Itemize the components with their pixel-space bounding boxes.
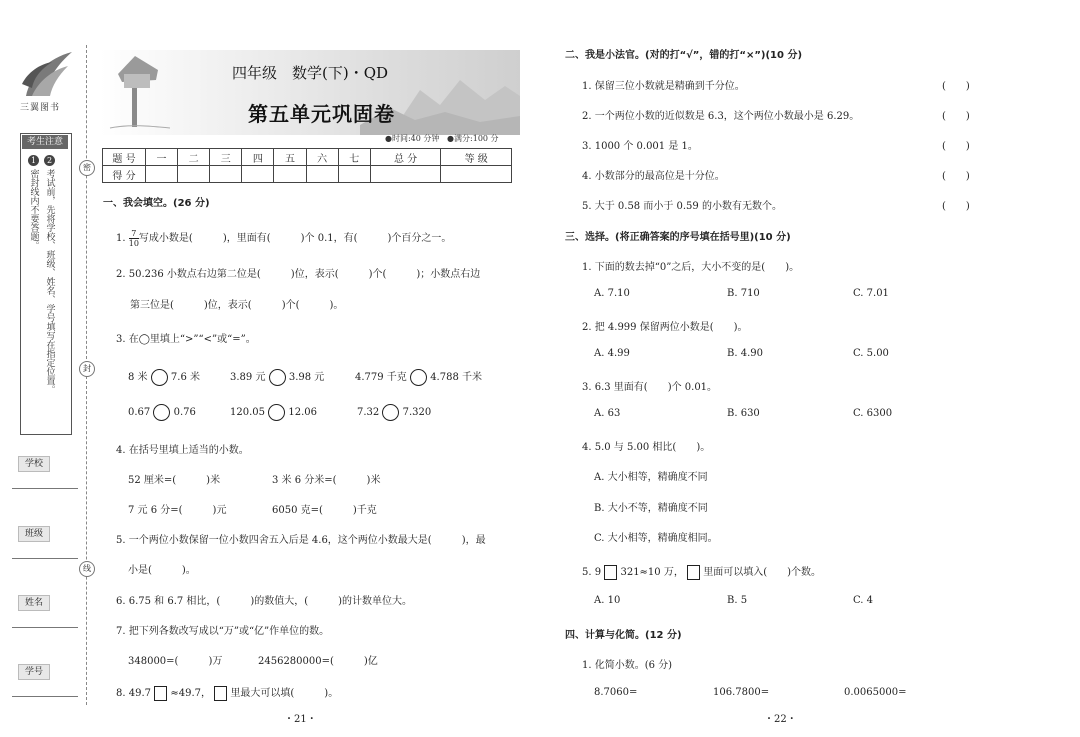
- section-2-title: 二、我是小法官。(对的打“√”，错的打“×”)(10 分): [565, 50, 803, 61]
- compare-row-2: [128, 404, 196, 421]
- exam-time: 时间:40 分钟: [391, 134, 440, 143]
- choice-question-3: 3. 6.3 里面有( )个 0.01。: [582, 382, 718, 393]
- fraction: [129, 229, 139, 248]
- q4-item-b: 3 米 6 分米=( )米: [272, 475, 381, 486]
- page-number-right: ・22・: [764, 714, 797, 725]
- score-input-cell[interactable]: [338, 166, 370, 183]
- calc-question-1: 1. 化简小数。(6 分): [582, 660, 673, 671]
- q4-item-d: 6050 克=( )千克: [272, 505, 377, 516]
- question-5-line-2: 小是( )。: [128, 565, 196, 576]
- class-label: 班级: [18, 526, 50, 542]
- name-line: [12, 627, 78, 628]
- q4-item-a: 52 厘米=( )米: [128, 475, 221, 486]
- judge-answer-5[interactable]: ( ): [942, 201, 970, 212]
- answer-box[interactable]: [604, 565, 617, 580]
- fraction-numerator: 7: [131, 229, 137, 238]
- choice-option[interactable]: C. 5.00: [853, 348, 889, 359]
- compare-circle[interactable]: [269, 369, 286, 386]
- seal-mark-1: 密: [79, 160, 95, 176]
- calc-item: 106.7800=: [713, 687, 770, 698]
- score-input-cell[interactable]: [306, 166, 338, 183]
- score-cell: 等 级: [441, 149, 512, 166]
- question-2-line-2: 第三位是( )位，表示( )个( )。: [130, 300, 344, 311]
- choice-question-4: 4. 5.0 与 5.00 相比( )。: [582, 442, 711, 453]
- choice-option[interactable]: A. 4.99: [594, 348, 630, 359]
- judge-item-2: 2. 一个两位小数的近似数是 6.3，这个两位小数最小是 6.29。: [582, 111, 860, 122]
- q8-text-a: 8. 49.7: [116, 688, 151, 699]
- question-3: 3. 在◯里填上“>”“<”或“=”。: [116, 334, 256, 345]
- q7-item-b: 2456280000=( )亿: [258, 656, 378, 667]
- compare-right-value: 7.320: [402, 407, 432, 418]
- score-cell: 得 分: [103, 166, 146, 183]
- notice-item-1-text: 密封线内不要答题。: [28, 169, 39, 250]
- judge-answer-3[interactable]: ( ): [942, 141, 970, 152]
- choice-option[interactable]: B. 大小不等，精确度不同: [594, 503, 708, 514]
- choice-option[interactable]: A. 63: [594, 408, 621, 419]
- judge-answer-1[interactable]: ( ): [942, 81, 970, 92]
- choice-option[interactable]: B. 630: [727, 408, 760, 419]
- choice-option[interactable]: A. 10: [594, 595, 621, 606]
- page-number-left: ・21・: [284, 714, 317, 725]
- score-cell: 总 分: [370, 149, 441, 166]
- compare-left-value: 7.32: [357, 407, 380, 418]
- choice-question-1: 1. 下面的数去掉“0”之后，大小不变的是( )。: [582, 262, 800, 273]
- student-id-line: [12, 696, 78, 697]
- compare-left-value: 120.05: [230, 407, 265, 418]
- question-8: [116, 684, 338, 701]
- compare-row-2c: [357, 404, 431, 421]
- compare-row-1c: [355, 368, 482, 386]
- choice-option[interactable]: C. 7.01: [853, 288, 889, 299]
- judge-answer-2[interactable]: ( ): [942, 111, 970, 122]
- c5-text-a: 5. 9: [582, 567, 602, 578]
- score-cell: 七: [338, 149, 370, 166]
- score-table-score-row: [103, 166, 512, 183]
- choice-question-2: 2. 把 4.999 保留两位小数是( )。: [582, 322, 748, 333]
- choice-option[interactable]: B. 710: [727, 288, 760, 299]
- score-table-header-row: [103, 149, 512, 166]
- score-input-cell[interactable]: [274, 166, 306, 183]
- q1-text: 写成小数是( )，里面有( )个 0.1，有( )个百分之一。: [138, 233, 452, 244]
- compare-right-value: 3.98 元: [288, 372, 325, 383]
- seal-mark-3: 线: [79, 561, 95, 577]
- name-label: 姓名: [18, 595, 50, 611]
- school-label: 学校: [18, 456, 50, 472]
- section-1-title: 一、我会填空。(26 分): [103, 198, 210, 209]
- question-7: 7. 把下列各数改写成以“万”或“亿”作单位的数。: [116, 626, 330, 637]
- score-table: [102, 148, 512, 183]
- compare-row-2b: [230, 404, 317, 421]
- compare-row-1: [128, 368, 200, 386]
- brand-name: 三翼图书: [20, 103, 61, 113]
- compare-left-value: 8 米: [128, 372, 148, 383]
- score-cell: 三: [210, 149, 242, 166]
- compare-row-1b: [230, 368, 324, 386]
- exam-meta: [385, 133, 499, 144]
- judge-item-3: 3. 1000 个 0.001 是 1。: [582, 141, 698, 152]
- calc-item: 8.7060=: [594, 687, 638, 698]
- grade-subject: 四年级 数学(下)・QD: [232, 64, 389, 82]
- compare-right-value: 0.76: [173, 407, 196, 418]
- score-cell: 一: [146, 149, 178, 166]
- compare-circle[interactable]: [151, 369, 168, 386]
- clock-icon: ●: [385, 134, 392, 143]
- q4-item-c: 7 元 6 分=( )元: [128, 505, 227, 516]
- score-input-cell[interactable]: [210, 166, 242, 183]
- choice-option[interactable]: A. 大小相等，精确度不同: [594, 472, 708, 483]
- notice-title: 考生注意: [22, 135, 68, 149]
- score-input-cell[interactable]: [441, 166, 512, 183]
- score-input-cell[interactable]: [146, 166, 178, 183]
- score-cell: 六: [306, 149, 338, 166]
- question-5-line-1: 5. 一个两位小数保留一位小数四舍五入后是 4.6，这个两位小数最大是( )，最: [116, 535, 486, 546]
- judge-item-4: 4. 小数部分的最高位是十分位。: [582, 171, 725, 182]
- compare-circle[interactable]: [153, 404, 170, 421]
- judge-item-5: 5. 大于 0.58 而小于 0.59 的小数有无数个。: [582, 201, 782, 212]
- q1-number: 1.: [116, 233, 129, 244]
- q7-item-a: 348000=( )万: [128, 656, 223, 667]
- question-6: 6. 6.75 和 6.7 相比，( )的数值大，( )的计数单位大。: [116, 596, 413, 607]
- question-1: [116, 229, 451, 248]
- compare-circle[interactable]: [382, 404, 399, 421]
- score-cell: 题 号: [103, 149, 146, 166]
- judge-item-1: 1. 保留三位小数就是精确到千分位。: [582, 81, 745, 92]
- score-input-cell[interactable]: [178, 166, 210, 183]
- choice-option[interactable]: C. 大小相等，精确度相同。: [594, 533, 718, 544]
- compare-left-value: 4.779 千克: [355, 372, 407, 383]
- compare-right-value: 12.06: [288, 407, 318, 418]
- choice-option[interactable]: C. 4: [853, 595, 874, 606]
- compare-right-value: 4.788 千米: [430, 372, 482, 383]
- q8-text-c: 里最大可以填( )。: [230, 688, 339, 699]
- notice-item-1: 1密封线内不要答题。: [28, 156, 39, 250]
- unit-title: 第五单元巩固卷: [248, 102, 395, 126]
- score-input-cell[interactable]: [242, 166, 274, 183]
- compare-left-value: 3.89 元: [230, 372, 266, 383]
- section-4-title: 四、计算与化简。(12 分): [565, 630, 682, 641]
- student-id-label: 学号: [18, 664, 50, 680]
- compare-right-value: 7.6 米: [170, 372, 201, 383]
- score-cell: 五: [274, 149, 306, 166]
- answer-box[interactable]: [214, 686, 227, 701]
- exam-full-score: 满分:100 分: [454, 134, 499, 143]
- section-3-title: 三、选择。(将正确答案的序号填在括号里)(10 分): [565, 232, 791, 243]
- class-line: [12, 558, 78, 559]
- seal-mark-2: 封: [79, 361, 95, 377]
- choice-question-5: [582, 563, 821, 580]
- judge-answer-4[interactable]: ( ): [942, 171, 970, 182]
- choice-option[interactable]: C. 6300: [853, 408, 893, 419]
- answer-box[interactable]: [687, 565, 700, 580]
- school-line: [12, 488, 78, 489]
- choice-option[interactable]: A. 7.10: [594, 288, 630, 299]
- q8-text-b: ≈49.7，: [170, 688, 212, 699]
- compare-left-value: 0.67: [128, 407, 151, 418]
- score-input-cell[interactable]: [370, 166, 441, 183]
- score-cell: 四: [242, 149, 274, 166]
- question-2-line-1: 2. 50.236 小数点右边第二位是( )位，表示( )个( )；小数点右边: [116, 269, 481, 280]
- score-cell: 二: [178, 149, 210, 166]
- notice-item-2: 2考试前，先将学校、班级、姓名、学号填写在指定位置。: [44, 156, 55, 394]
- check-icon: ●: [447, 134, 455, 143]
- notice-item-2-text: 考试前，先将学校、班级、姓名、学号填写在指定位置。: [44, 169, 55, 394]
- calc-item: 0.0065000=: [844, 687, 907, 698]
- choice-option[interactable]: B. 5: [727, 595, 748, 606]
- question-4: 4. 在括号里填上适当的小数。: [116, 445, 249, 456]
- c5-text-b: 321≈10 万，: [620, 567, 684, 578]
- answer-box[interactable]: [154, 686, 167, 701]
- wing-logo-icon: [18, 46, 78, 101]
- c5-text-c: 里面可以填入( )个数。: [703, 567, 822, 578]
- choice-option[interactable]: B. 4.90: [727, 348, 763, 359]
- compare-circle[interactable]: [410, 369, 427, 386]
- compare-circle[interactable]: [268, 404, 285, 421]
- fraction-denominator: 10: [128, 239, 139, 248]
